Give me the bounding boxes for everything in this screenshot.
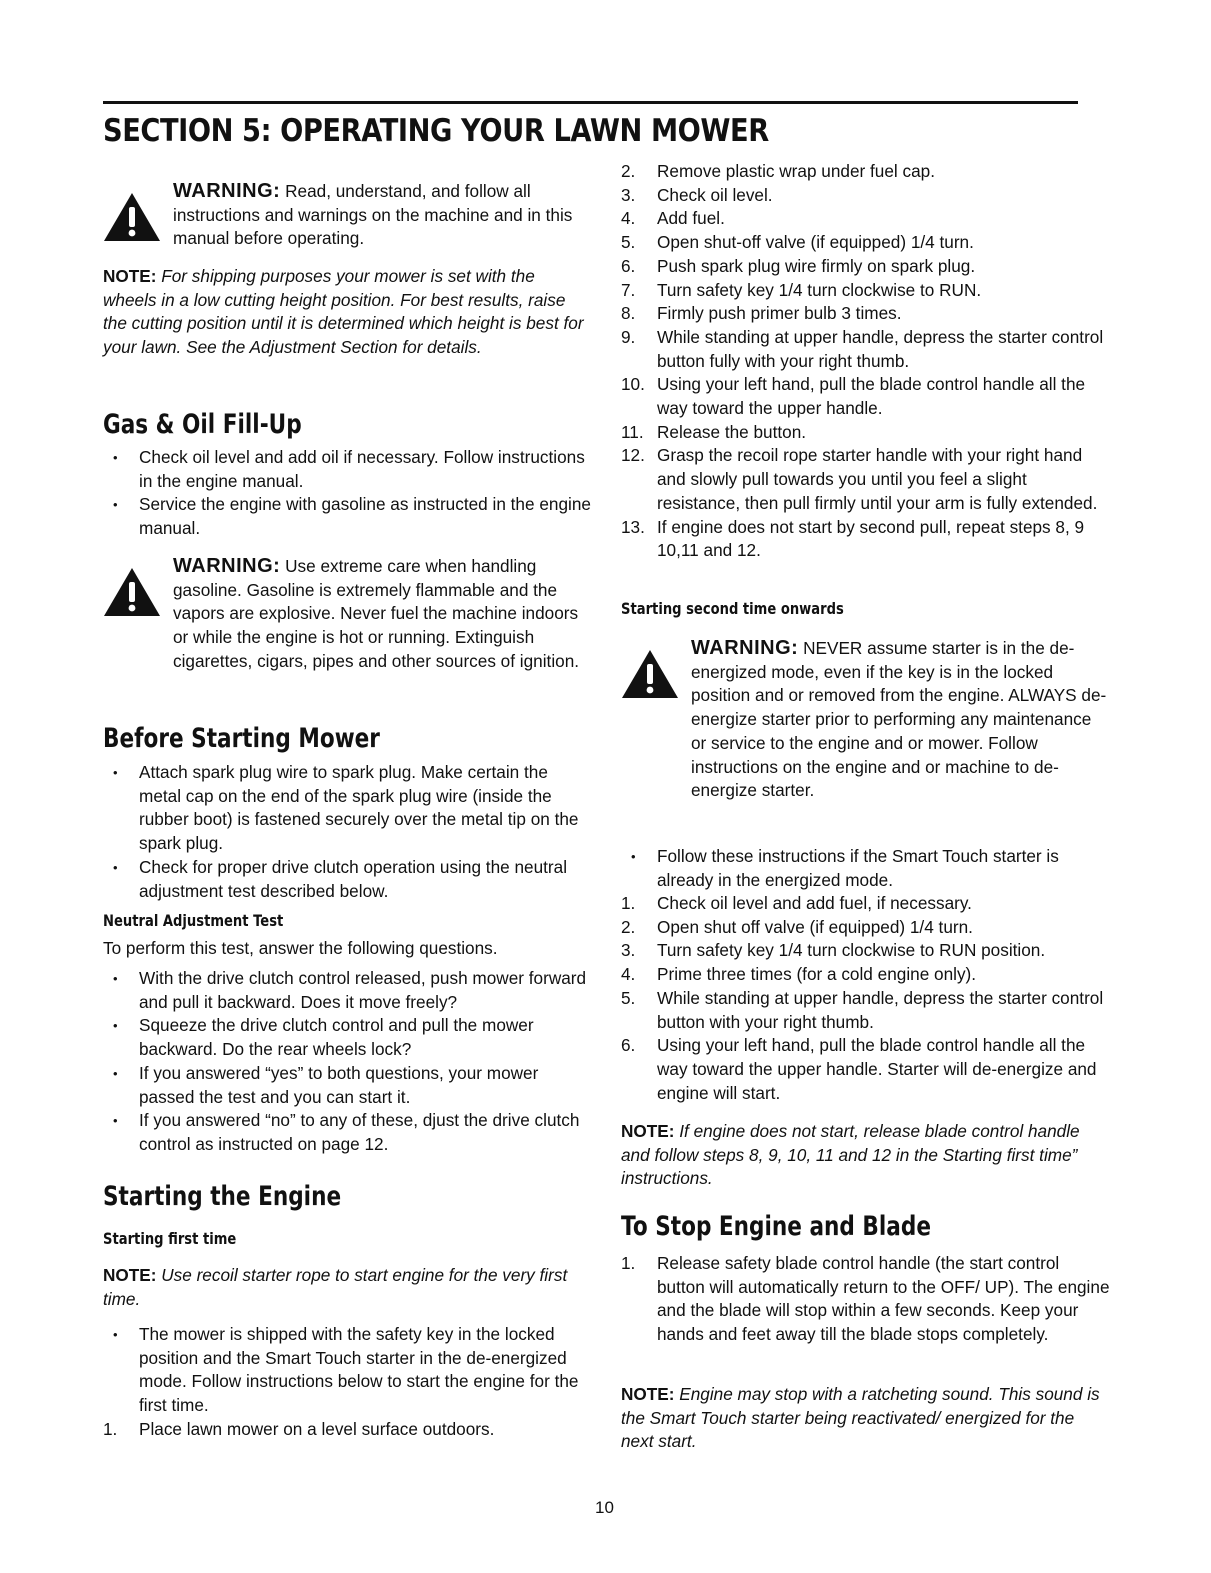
note-label: NOTE: bbox=[621, 1384, 675, 1404]
warning-text: NEVER assume starter is in the de-energized mode, even if the key is in the locked position and or removed from the engine. ALWAYS de-energize starter prior to performing any maintenance or service to the engine and or mower. Follow instructions on the engine and or machine to de-energize starter. bbox=[691, 638, 1107, 801]
note-text: If engine does not start, release blade control handle and follow steps 8, 9, 10, 11 and 12 in the Starting first time” instructions. bbox=[621, 1121, 1080, 1189]
heading-neutral-test: Neutral Adjustment Test bbox=[103, 911, 284, 930]
list-item: 9. While standing at upper handle, depress the starter control button fully with your right thumb. bbox=[621, 326, 1104, 371]
list-item: 4. Add fuel. bbox=[621, 208, 725, 229]
list-item: • Check for proper drive clutch operation using the neutral adjustment test described below. bbox=[103, 856, 593, 903]
list-item: 1. Release safety blade control handle (the start control button will automatically return to the OFF/ UP). The engine and the blade will stop within a few seconds. Keep your hands and feet away till the blade stops completely. bbox=[621, 1253, 1110, 1345]
heading-before-starting: Before Starting Mower bbox=[103, 723, 380, 754]
list-item: • Squeeze the drive clutch control and pull the mower backward. Do the rear wheels lock? bbox=[103, 1014, 593, 1061]
first-time-steps-continued bbox=[621, 160, 1111, 563]
list-item: 3. Check oil level. bbox=[621, 184, 773, 205]
note-text: Engine may stop with a ratcheting sound. This sound is the Smart Touch starter being reactivated/ energized for the next start. bbox=[621, 1384, 1100, 1452]
heading-stop-engine: To Stop Engine and Blade bbox=[621, 1211, 931, 1242]
note-label: NOTE: bbox=[103, 266, 157, 286]
note-ratcheting bbox=[621, 1383, 1111, 1454]
list-item: 10. Using your left hand, pull the blade control handle all the way toward the upper handle. bbox=[621, 374, 1086, 419]
note-label: NOTE: bbox=[621, 1121, 675, 1141]
warning-triangle-icon bbox=[103, 567, 161, 617]
note-text: For shipping purposes your mower is set with the wheels in a low cutting height position. For best results, raise the cutting position until it is determined which height is best for your lawn. See the Adjustment Section for details. bbox=[103, 266, 584, 358]
list-item: 6. Push spark plug wire firmly on spark plug. bbox=[621, 255, 976, 276]
list-item: 1. Check oil level and add fuel, if necessary. bbox=[621, 893, 972, 913]
list-item: 2. Remove plastic wrap under fuel cap. bbox=[621, 161, 936, 181]
heading-gas-oil: Gas & Oil Fill-Up bbox=[103, 409, 302, 440]
warning-triangle-icon bbox=[103, 192, 161, 242]
list-item: • Check oil level and add oil if necessary. Follow instructions in the engine manual. bbox=[103, 446, 593, 493]
gas-oil-list bbox=[103, 446, 593, 541]
list-item: 11. Release the button. bbox=[621, 421, 807, 442]
note-label: NOTE: bbox=[103, 1265, 157, 1285]
heading-starting-engine: Starting the Engine bbox=[103, 1181, 342, 1212]
note-engine-not-start bbox=[621, 1120, 1111, 1191]
warning-triangle-icon bbox=[621, 649, 679, 699]
first-time-steps bbox=[103, 1418, 593, 1442]
list-item: 1. Place lawn mower on a level surface outdoors. bbox=[103, 1419, 495, 1439]
warning-text: Read, understand, and follow all instructions and warnings on the machine and in this manual before operating. bbox=[173, 181, 573, 249]
warning-gasoline bbox=[103, 555, 593, 674]
before-starting-list bbox=[103, 761, 593, 903]
list-item: 5. While standing at upper handle, depress the starter control button with your right thumb. bbox=[621, 987, 1104, 1032]
list-item: • If you answered “no” to any of these, djust the drive clutch control as instructed on page 12. bbox=[103, 1109, 593, 1156]
list-item: 12. Grasp the recoil rope starter handle with your right hand and slowly pull towards you until you feel a slight resistance, then pull firmly until your arm is fully extended. bbox=[621, 445, 1098, 513]
note-recoil bbox=[103, 1264, 593, 1311]
second-time-list bbox=[621, 845, 1111, 892]
list-item: • The mower is shipped with the safety key in the locked position and the Smart Touch starter in the de-energized mode. Follow instructions below to start the engine for the first time. bbox=[103, 1323, 593, 1418]
warning-label: WARNING: bbox=[691, 637, 799, 659]
heading-starting-second-time: Starting second time onwards bbox=[621, 599, 844, 618]
list-item: 4. Prime three times (for a cold engine only). bbox=[621, 964, 977, 985]
warning-text: Use extreme care when handling gasoline. Gasoline is extremely flammable and the vapors are explosive. Never fuel the machine indoors or while the engine is hot or running. Extinguish cigarettes, cigars, pipes and other sources of ignition. bbox=[173, 556, 580, 671]
list-item: 3. Turn safety key 1/4 turn clockwise to RUN position. bbox=[621, 940, 1046, 961]
warning-label: WARNING: bbox=[173, 555, 281, 577]
top-rule bbox=[103, 101, 1078, 104]
note-text: Use recoil starter rope to start engine for the very first time. bbox=[103, 1265, 568, 1309]
list-item: • Attach spark plug wire to spark plug. Make certain the metal cap on the end of the spark plug wire (inside the rubber boot) is fastened securely over the metal tip on the spark plug. bbox=[103, 761, 593, 856]
stop-steps bbox=[621, 1252, 1111, 1347]
section-title: SECTION 5: OPERATING YOUR LAWN MOWER bbox=[103, 113, 769, 149]
list-item: • If you answered “yes” to both questions, your mower passed the test and you can start it. bbox=[103, 1062, 593, 1109]
list-item: 2. Open shut off valve (if equipped) 1/4 turn. bbox=[621, 916, 973, 937]
first-time-list bbox=[103, 1323, 593, 1418]
warning-read-manual bbox=[103, 180, 593, 251]
list-item: 6. Using your left hand, pull the blade control handle all the way toward the upper handle. Starter will de-energize and engine will start. bbox=[621, 1035, 1097, 1103]
second-time-steps bbox=[621, 892, 1111, 1105]
note-shipping bbox=[103, 265, 593, 360]
list-item: 7. Turn safety key 1/4 turn clockwise to RUN. bbox=[621, 279, 982, 300]
neutral-test-list bbox=[103, 967, 593, 1157]
list-item: 5. Open shut-off valve (if equipped) 1/4 turn. bbox=[621, 232, 974, 253]
page-number: 10 bbox=[595, 1498, 614, 1517]
neutral-intro: To perform this test, answer the following questions. bbox=[103, 938, 498, 958]
list-item: • With the drive clutch control released, push mower forward and pull it backward. Does it move freely? bbox=[103, 967, 593, 1014]
list-item: • Follow these instructions if the Smart Touch starter is already in the energized mode. bbox=[621, 845, 1111, 892]
list-item: • Service the engine with gasoline as instructed in the engine manual. bbox=[103, 493, 593, 540]
list-item: 13. If engine does not start by second pull, repeat steps 8, 9 10,11 and 12. bbox=[621, 516, 1085, 561]
warning-label: WARNING: bbox=[173, 180, 281, 202]
list-item: 8. Firmly push primer bulb 3 times. bbox=[621, 303, 902, 324]
heading-starting-first-time: Starting first time bbox=[103, 1229, 237, 1248]
warning-never-assume bbox=[621, 637, 1111, 803]
